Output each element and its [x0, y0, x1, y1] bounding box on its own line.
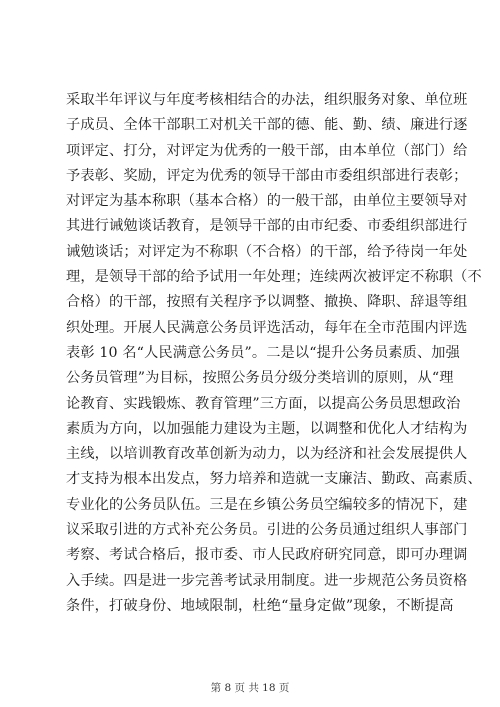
- text-line: 对评定为基本称职（基本合格）的一般干部，由单位主要领导对: [66, 193, 468, 210]
- text-line: 其进行诫勉谈话教育，是领导干部的由市纪委、市委组织部进行: [66, 218, 468, 235]
- page-footer: 第 8 页 共 18 页: [210, 682, 290, 694]
- text-line: 合格）的干部，按照有关程序予以调整、撤换、降职、辞退等组: [66, 294, 468, 311]
- text-line: 考察、考试合格后，报市委、市人民政府研究同意，即可办理调: [66, 547, 468, 564]
- text-line: 理，是领导干部的给予试用一年处理；连续两次被评定不称职（不: [66, 269, 482, 286]
- text-line: 采取半年评议与年度考核相结合的办法，组织服务对象、单位班: [66, 92, 468, 108]
- text-line: 条件，打破身份、地域限制，杜绝“量身定做”现象，不断提高: [66, 597, 454, 614]
- text-line: 予表彰、奖励，评定为优秀的领导干部由市委组织部进行表彰；: [66, 167, 468, 184]
- body-text: [66, 88, 482, 619]
- text-line: 诫勉谈话；对评定为不称职（不合格）的干部，给予待岗一年处: [66, 243, 468, 260]
- text-line: 织处理。开展人民满意公务员评选活动，每年在全市范围内评选: [66, 319, 468, 336]
- text-line: 议采取引进的方式补充公务员。引进的公务员通过组织人事部门: [66, 522, 468, 539]
- text-line: 论教育、实践锻炼、教育管理”三方面，以提高公务员思想政治: [66, 395, 461, 412]
- text-line: 素质为方向，以加强能力建设为主题，以调整和优化人才结构为: [66, 420, 468, 437]
- text-line: 公务员管理”为目标，按照公务员分级分类培训的原则，从“理: [66, 370, 454, 387]
- text-line: 才支持为根本出发点，努力培养和造就一支廉洁、勤政、高素质、: [66, 471, 482, 488]
- text-line: 主线，以培训教育改革创新为动力，以为经济和社会发展提供人: [66, 446, 468, 463]
- text-line: 专业化的公务员队伍。三是在乡镇公务员空编较多的情况下，建: [66, 496, 468, 513]
- text-line: 项评定、打分，对评定为优秀的一般干部，由本单位（部门）给: [66, 142, 468, 159]
- text-line: 表彰 10 名“人民满意公务员”。二是以“提升公务员素质、加强: [66, 344, 460, 361]
- text-line: 子成员、全体干部职工对机关干部的德、能、勤、绩、廉进行逐: [66, 117, 468, 134]
- text-line: 入手续。四是进一步完善考试录用制度。进一步规范公务员资格: [66, 572, 468, 589]
